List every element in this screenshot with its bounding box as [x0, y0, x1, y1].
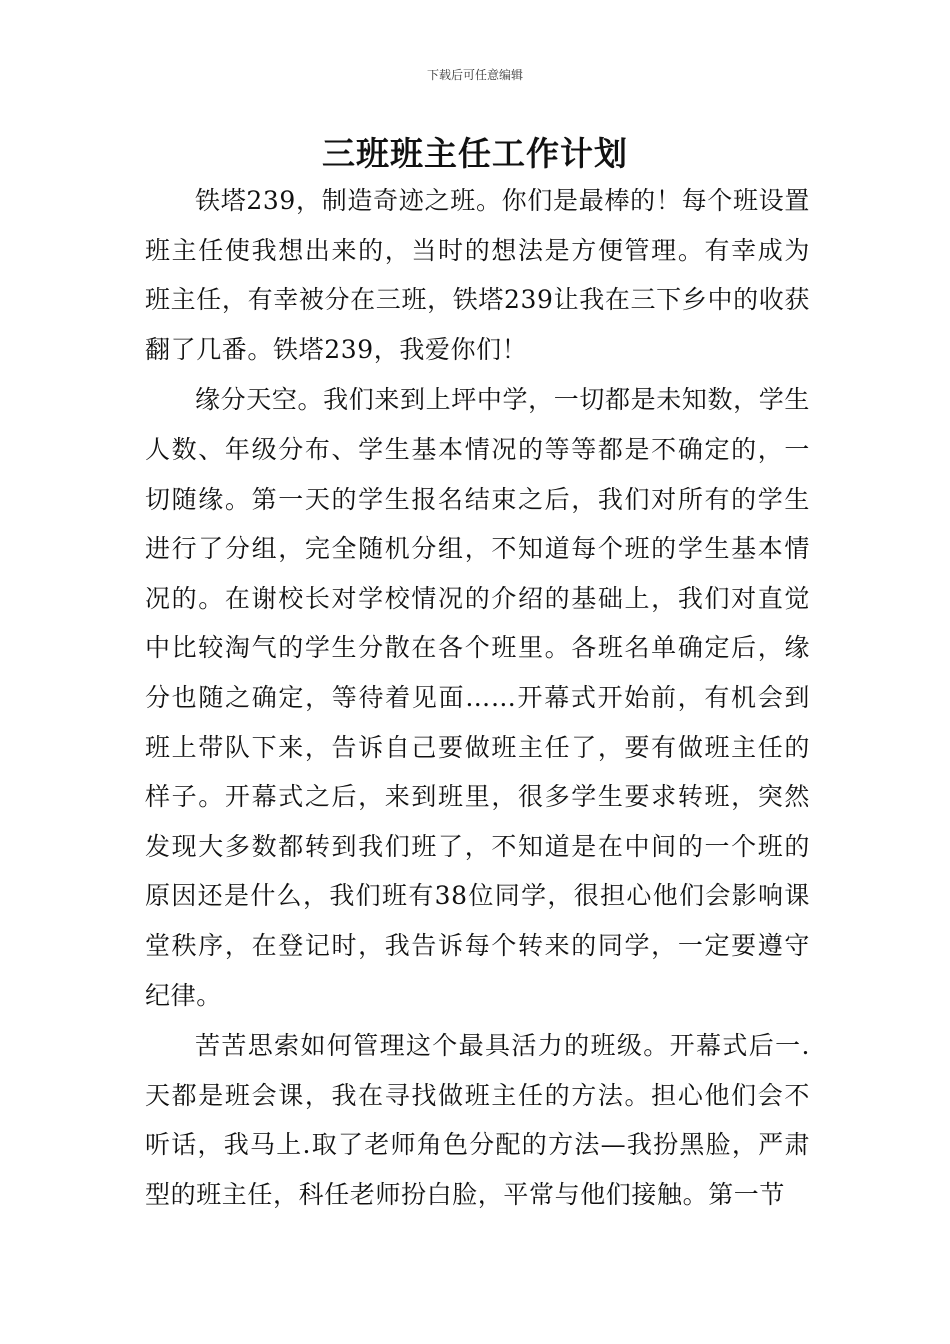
document-body: [145, 176, 810, 1220]
document-title: 三班班主任工作计划: [322, 134, 628, 173]
header-note: 下载后可任意编辑: [426, 68, 523, 82]
paragraph-3: 苦苦思索如何管理这个最具活力的班级。开幕式后一.天都是班会课，我在寻找做班主任的方法。担心他们会不听话，我马上.取了老师角色分配的方法—我扮黑脸，严肃型的班主任，科任老师扮白脸，平常与他们接触。第一节: [145, 1031, 810, 1209]
paragraph-2: 缘分天空。我们来到上坪中学，一切都是未知数，学生人数、年级分布、学生基本情况的等等都是不确定的，一切随缘。第一天的学生报名结束之后，我们对所有的学生进行了分组，完全随机分组，不知道每个班的学生基本情况的。在谢校长对学校情况的介绍的基础上，我们对直觉中比较淘气的学生分散在各个班里。各班名单确定后，缘分也随之确定，等待着见面……开幕式开始前，有机会到班上带队下来，告诉自己要做班主任了，要有做班主任的样子。开幕式之后，来到班里，很多学生要求转班，突然发现大多数都转到我们班了，不知道是在中间的一个班的原因还是什么，我们班有38位同学，很担心他们会影响课堂秩序，在登记时，我告诉每个转来的同学，一定要遵守纪律。: [145, 385, 810, 1010]
paragraph-1: 铁塔239，制造奇迹之班。你们是最棒的！每个班设置班主任使我想出来的，当时的想法是方便管理。有幸成为班主任，有幸被分在三班，铁塔239让我在三下乡中的收获翻了几番。铁塔239，我爱你们！: [145, 186, 810, 364]
